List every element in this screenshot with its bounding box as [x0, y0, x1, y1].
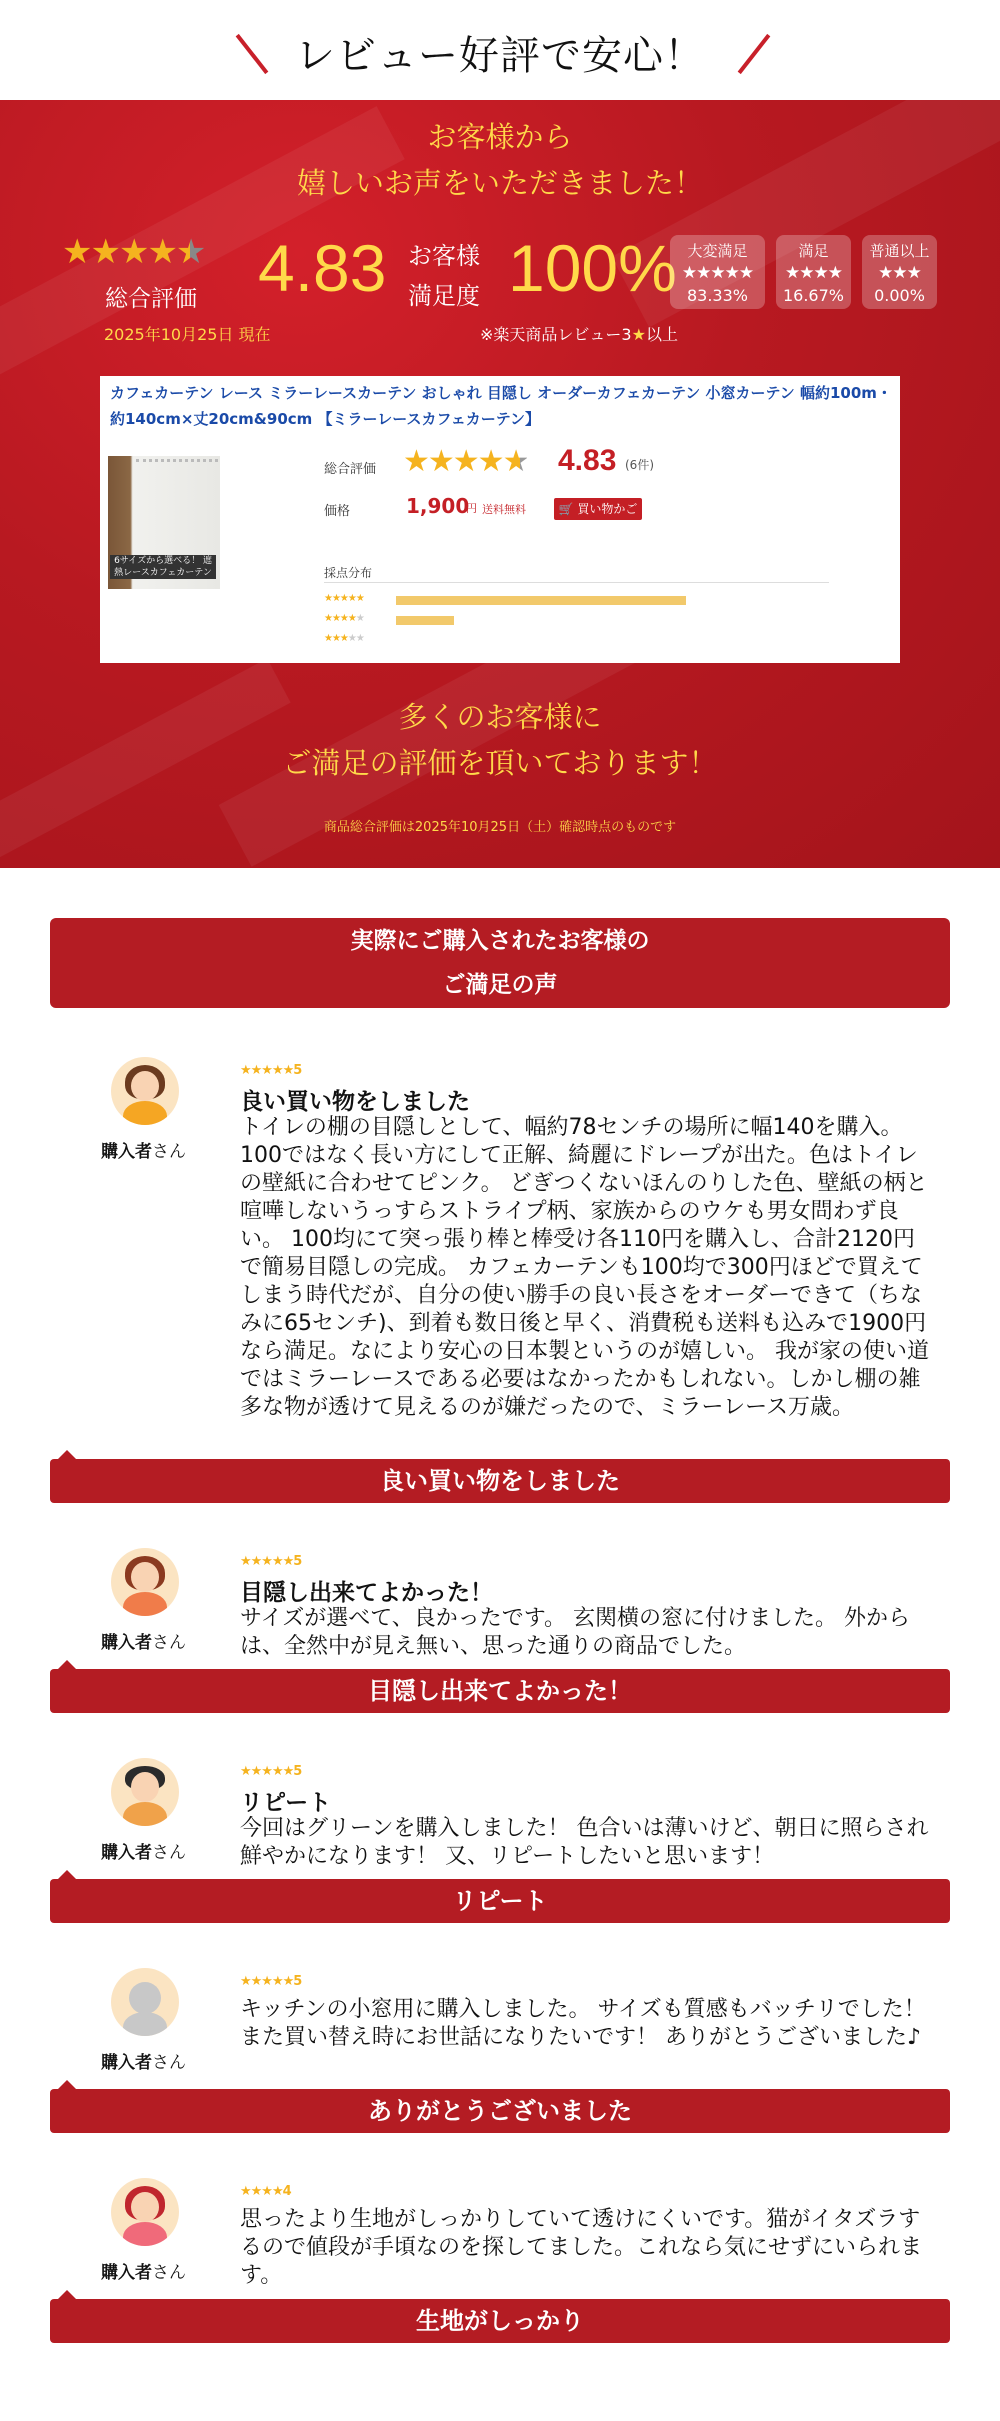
- satisfaction-label: お客様 満足度: [408, 242, 480, 310]
- review-body: サイズが選べて、良かったです。 玄関横の窓に付けました。 外からは、全然中が見え無い、思った通りの商品でした。: [240, 1606, 911, 1659]
- overall-stars-icon: ★★★★★: [62, 232, 205, 272]
- card-review-count[interactable]: (6件): [625, 458, 654, 472]
- review-rating: ★★★★★5: [240, 1554, 302, 1569]
- footnote: 商品総合評価は2025年10月25日（土）確認時点のものです: [323, 820, 677, 835]
- review-rating: ★★★★4: [240, 2184, 291, 2199]
- add-to-cart-button[interactable]: 🛒 買い物かご: [554, 498, 642, 520]
- buyer-label: 購入者さん: [101, 2263, 186, 2283]
- free-shipping-label: 送料無料: [482, 503, 526, 516]
- review-title: リピート: [240, 1790, 332, 1816]
- male-avatar-icon: [111, 1758, 179, 1826]
- product-thumbnail[interactable]: 6サイズから選べる！ 遮熱レースカフェカーテン: [108, 456, 220, 589]
- breakdown-very-satisfied: 大変満足 ★★★★★ 83.33%: [670, 235, 765, 309]
- cart-icon: 🛒: [558, 502, 574, 516]
- stars-icon: ★★★★★: [240, 1974, 294, 1989]
- breakdown-average-or-better: 普通以上 ★★★ 0.00%: [862, 235, 937, 309]
- default-avatar-icon: [111, 1968, 179, 2036]
- stars-icon: ★★★★★: [240, 1063, 294, 1078]
- card-overall-label: 総合評価: [324, 462, 377, 477]
- price-value: 1,900: [406, 494, 470, 518]
- review-body: 今回はグリーンを購入しました！ 色合いは薄いけど、朝日に照らされ鮮やかになります！ 又、リピートしたいと思います！: [240, 1816, 929, 1869]
- star-icon: ★: [631, 325, 646, 344]
- as-of-date: 2025年10月25日 現在: [104, 325, 271, 344]
- card-score: 4.83: [558, 444, 617, 477]
- review-headline-bar: リピート: [50, 1879, 950, 1923]
- review-headline-bar: 生地がしっかり: [50, 2299, 950, 2343]
- customer-voices-banner: 実際にご購入されたお客様の ご満足の声: [50, 918, 950, 1008]
- distribution-bar: [396, 596, 686, 605]
- female-avatar-icon: [111, 2178, 179, 2246]
- breakdown-satisfied: 満足 ★★★★ 16.67%: [776, 235, 851, 309]
- outro-text: 多くのお客様に ご満足の評価を頂いております！: [282, 700, 718, 780]
- female-avatar-icon: [111, 1548, 179, 1616]
- stars-icon: ★★★★★: [240, 1554, 294, 1569]
- stars-icon: ★★★★★: [324, 613, 364, 624]
- stars-icon: ★★★★★: [324, 593, 364, 604]
- product-title-link[interactable]: カフェカーテン レース ミラーレースカーテン おしゃれ 目隠し オーダーカフェカーテン 小窓カーテン 幅約100m・約140cm×丈20cm&90cm 【ミラーレースカフェカーテン】: [110, 384, 892, 428]
- review-title: 良い買い物をしました: [240, 1089, 470, 1115]
- stars-icon: ★★★★★: [240, 1764, 294, 1779]
- review-rating: ★★★★★5: [240, 1764, 302, 1779]
- review-headline-bar: 目隠し出来てよかった！: [50, 1669, 950, 1713]
- stars-icon: ★★★: [878, 263, 921, 283]
- female-avatar-icon: [111, 1057, 179, 1125]
- page-title: レビュー好評で安心！: [295, 33, 705, 79]
- buyer-label: 購入者さん: [101, 2053, 186, 2073]
- review-rating: ★★★★★5: [240, 1974, 302, 1989]
- review-body: 思ったより生地がしっかりしていて透けにくいです。猫がイタズラするので値段が手頃なのを探してました。これなら気にせずにいられます。: [240, 2207, 923, 2288]
- review-title: 目隠し出来てよかった！: [240, 1580, 493, 1606]
- overall-label: 総合評価: [105, 286, 197, 312]
- buyer-label: 購入者さん: [101, 1142, 186, 1162]
- intro-text: お客様から 嬉しいお声をいただきました！: [296, 120, 703, 200]
- satisfaction-percent: 100%: [508, 231, 677, 305]
- card-stars-icon: ★★★★★: [403, 444, 528, 479]
- buyer-label: 購入者さん: [101, 1633, 186, 1653]
- review-body: トイレの棚の目隠しとして、幅約78センチの場所に幅140を購入。100ではなく長い方にして正解、綺麗にドレープが出た。色はトイレの壁紙に合わせてピンク。 どぎつくないほんのりした色、壁紙の柄と喧嘩しないうっすらストライプ柄、家族からのウケも男女問わず良い。 100均にて突っ張り棒と棒受け各110円を購入し、合計2120円で簡易目隠しの完成。 カフェカーテンも100均で300円ほどで買えてしまう時代だが、自分の使い勝手の良い長さをオーダーできて（ちなみに65センチ)、到着も数日後と早く、消費税も送料も込みで1900円なら満足。なにより安心の日本製というのが嬉しい。 我が家の使い道ではミラーレースである必要はなかったかもしれない。しかし棚の雑多な物が透けて見えるのが嫌だったので、ミラーレース万歳。: [240, 1115, 929, 1420]
- buyer-label: 購入者さん: [101, 1843, 186, 1863]
- stars-icon: ★★★★: [785, 263, 842, 283]
- product-review-card: [100, 376, 900, 663]
- review-summary-section: [0, 100, 1000, 868]
- distribution-bar: [396, 616, 454, 625]
- price-label: 価格: [324, 504, 351, 519]
- stars-icon: ★★★★★: [324, 633, 364, 644]
- distribution-label: 採点分布: [324, 566, 373, 580]
- stars-icon: ★★★★★: [681, 263, 754, 283]
- page-header: [0, 0, 1000, 100]
- price-currency: 円: [466, 502, 477, 515]
- review-rating: ★★★★★5: [240, 1063, 302, 1078]
- review-criteria-note: ※楽天商品レビュー3★以上: [480, 325, 678, 344]
- review-headline-bar: 良い買い物をしました: [50, 1459, 950, 1503]
- stars-icon: ★★★★: [240, 2184, 283, 2199]
- review-headline-bar: ありがとうございました: [50, 2089, 950, 2133]
- overall-score: 4.83: [258, 231, 387, 305]
- review-body: キッチンの小窓用に購入しました。 サイズも質感もバッチリでした！ また買い替え時にお世話になりたいです！ ありがとうございました♪: [240, 1997, 926, 2050]
